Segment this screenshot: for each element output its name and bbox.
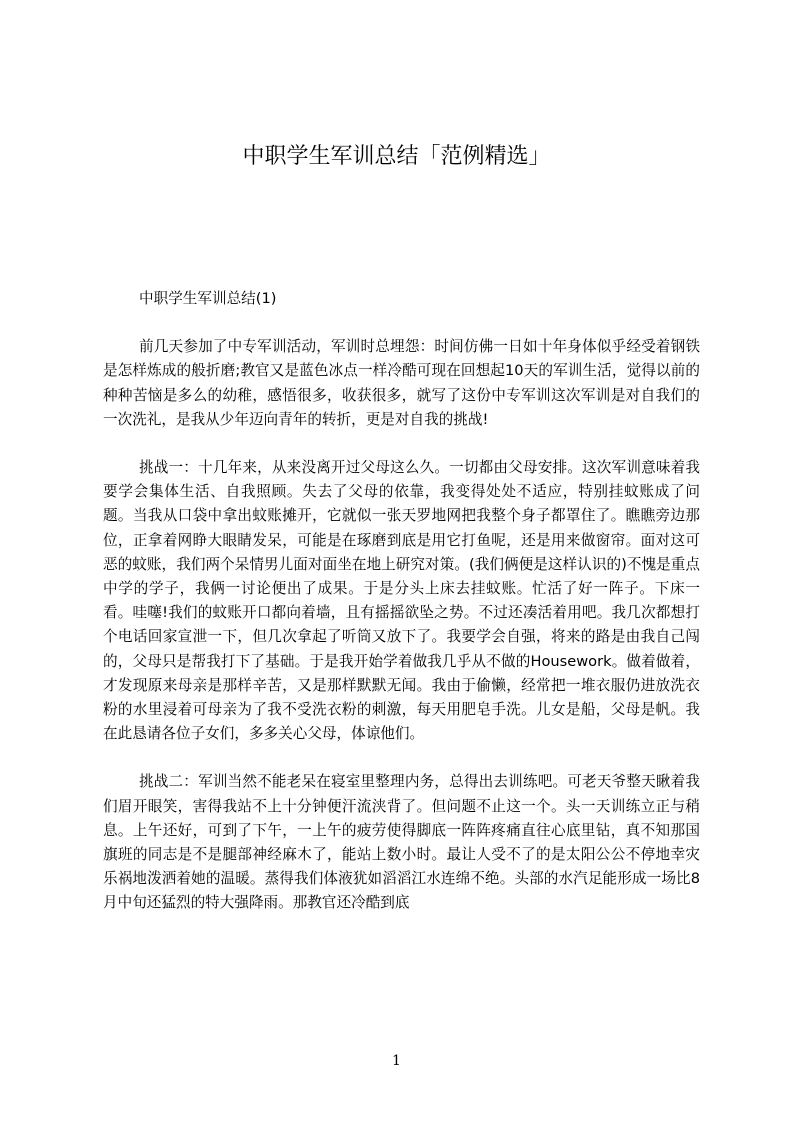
page-number: 1 [392, 1053, 401, 1069]
section-subheading: 中职学生军训总结(1) [139, 290, 277, 307]
document-title: 中职学生军训总结「范例精选」 [242, 144, 551, 169]
paragraph-challenge-one: 挑战一：十几年来，从来没离开过父母这么久。一切都由父母安排。这次军训意味着我要学会集体生活、自我照顾。失去了父母的依靠，我变得处处不适应，特别挂蚊账成了问题。当我从口袋中拿出蚊账摊开，它就似一张天罗地网把我整个身子都罩住了。瞧瞧旁边那位，正拿着网睁大眼睛发呆，可能是在琢磨到底是用它打鱼呢，还是用来做窗帘。面对这可恶的蚊账，我们两个呆情男儿面对面坐在地上研究对策。(我们俩便是这样认识的)不愧是重点中学的学子，我俩一讨论便出了成果。于是分头上床去挂蚊账。忙活了好一阵子。下床一看。哇噻!我们的蚊账开口都向着墙，且有摇摇欲坠之势。不过还凑活着用吧。我几次都想打个电话回家宣泄一下，但几次拿起了听筒又放下了。我要学会自强，将来的路是由我自己闯的，父母只是帮我打下了基础。于是我开始学着做我几乎从不做的Housework。做着做着，才发现原来母亲是那样辛苦，又是那样默默无闻。我由于偷懒，经常把一堆衣服仍进放洗衣粉的水里浸着可母亲为了我不受洗衣粉的刺激，每天用肥皂手洗。儿女是船，父母是帆。我在此恳请各位子女们，多多关心父母，体谅他们。 [103, 459, 700, 743]
paragraph-challenge-two: 挑战二：军训当然不能老呆在寝室里整理内务，总得出去训练吧。可老天爷整天瞅着我们眉开眼笑，害得我站不上十分钟便汗流浃背了。但问题不止这一个。头一天训练立正与稍息。上午还好，可到了下午，一上午的疲劳使得脚底一阵阵疼痛直往心底里钻，真不知那国旗班的同志是不是腿部神经麻木了，能站上数小时。最让人受不了的是太阳公公不停地幸灾乐祸地泼洒着她的温暖。蒸得我们体液犹如滔滔江水连绵不绝。头部的水汽足能形成一场比8月中旬还猛烈的特大强降雨。那教官还冷酷到底 [103, 773, 700, 912]
document-body [103, 287, 700, 940]
paragraph-intro: 前几天参加了中专军训活动，军训时总埋怨：时间仿佛一日如十年身体似乎经受着钢铁是怎样炼成的般折磨;教官又是蓝色冰点一样冷酷可现在回想起10天的军训生活，觉得以前的种种苦恼是多么的幼稚，感悟很多，收获很多，就写了这份中专军训这次军训是对自我们的一次洗礼，是我从少年迈向青年的转折，更是对自我的挑战! [103, 338, 700, 428]
